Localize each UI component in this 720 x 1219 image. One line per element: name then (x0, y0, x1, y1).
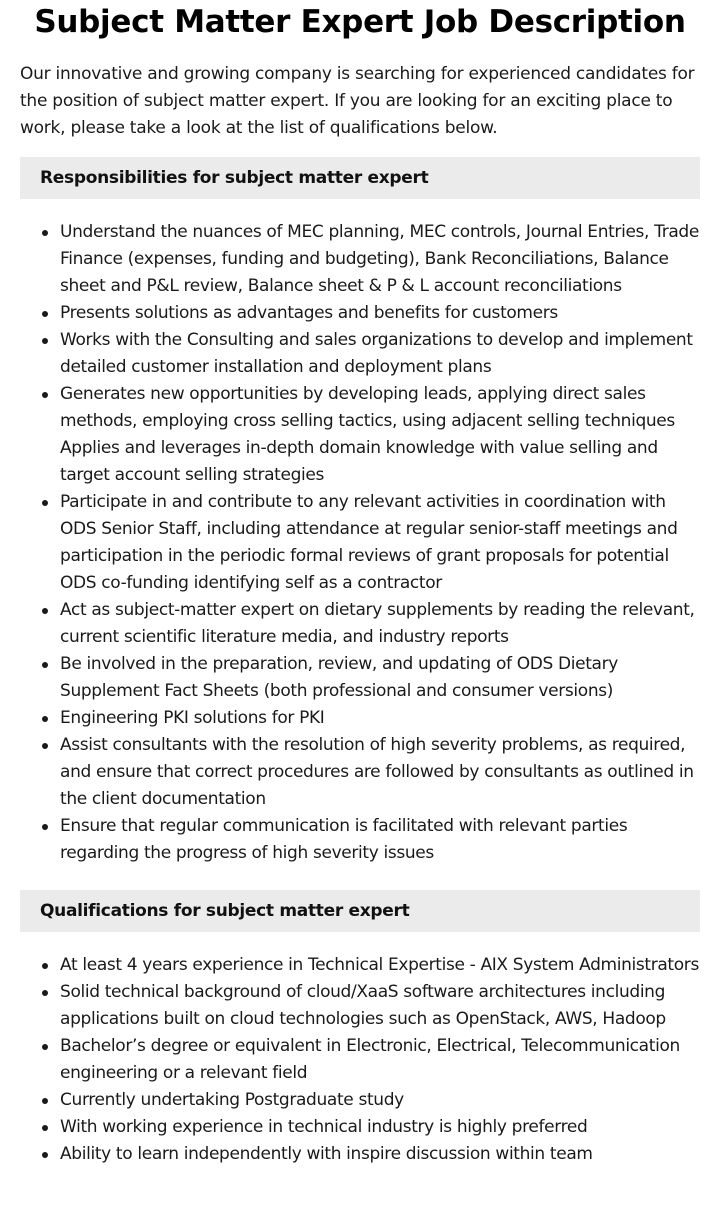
list-item: Engineering PKI solutions for PKI (60, 705, 700, 732)
list-item: Works with the Consulting and sales organizations to develop and implement detailed customer installation and deployment plans (60, 327, 700, 381)
qualifications-list (20, 952, 700, 1168)
list-item: Assist consultants with the resolution of high severity problems, as required, and ensure that correct procedures are followed by consultants as outlined in the client documentation (60, 732, 700, 813)
responsibilities-heading: Responsibilities for subject matter expert (20, 157, 700, 199)
list-item: Be involved in the preparation, review, and updating of ODS Dietary Supplement Fact Sheets (both professional and consumer versions) (60, 651, 700, 705)
list-item: Participate in and contribute to any relevant activities in coordination with ODS Senior Staff, including attendance at regular senior-staff meetings and participation in the periodic formal reviews of grant proposals for potential ODS co-funding identifying self as a contractor (60, 489, 700, 597)
list-item: Solid technical background of cloud/XaaS software architectures including applications built on cloud technologies such as OpenStack, AWS, Hadoop (60, 979, 700, 1033)
list-item: Understand the nuances of MEC planning, MEC controls, Journal Entries, Trade Finance (expenses, funding and budgeting), Bank Reconciliations, Balance sheet and P&L review, Balance sheet & P & L account reconciliations (60, 219, 700, 300)
list-item: Ensure that regular communication is facilitated with relevant parties regarding the progress of high severity issues (60, 813, 700, 867)
qualifications-heading: Qualifications for subject matter expert (20, 890, 700, 932)
list-item: Bachelor’s degree or equivalent in Electronic, Electrical, Telecommunication engineering or a relevant field (60, 1033, 700, 1087)
list-item: Generates new opportunities by developing leads, applying direct sales methods, employing cross selling tactics, using adjacent selling techniques Applies and leverages in-depth domain knowledge with value selling and target account selling strategies (60, 381, 700, 489)
list-item: Presents solutions as advantages and benefits for customers (60, 300, 700, 327)
list-item: With working experience in technical industry is highly preferred (60, 1114, 700, 1141)
list-item: Ability to learn independently with inspire discussion within team (60, 1141, 700, 1168)
list-item: Currently undertaking Postgraduate study (60, 1087, 700, 1114)
page-title: Subject Matter Expert Job Description (34, 4, 686, 40)
list-item: Act as subject-matter expert on dietary supplements by reading the relevant, current scientific literature media, and industry reports (60, 597, 700, 651)
list-item: At least 4 years experience in Technical Expertise - AIX System Administrators (60, 952, 700, 979)
responsibilities-list (20, 219, 700, 867)
intro-paragraph: Our innovative and growing company is searching for experienced candidates for the position of subject matter expert. If you are looking for an exciting place to work, please take a look at the list of qualifications below. (20, 64, 695, 138)
